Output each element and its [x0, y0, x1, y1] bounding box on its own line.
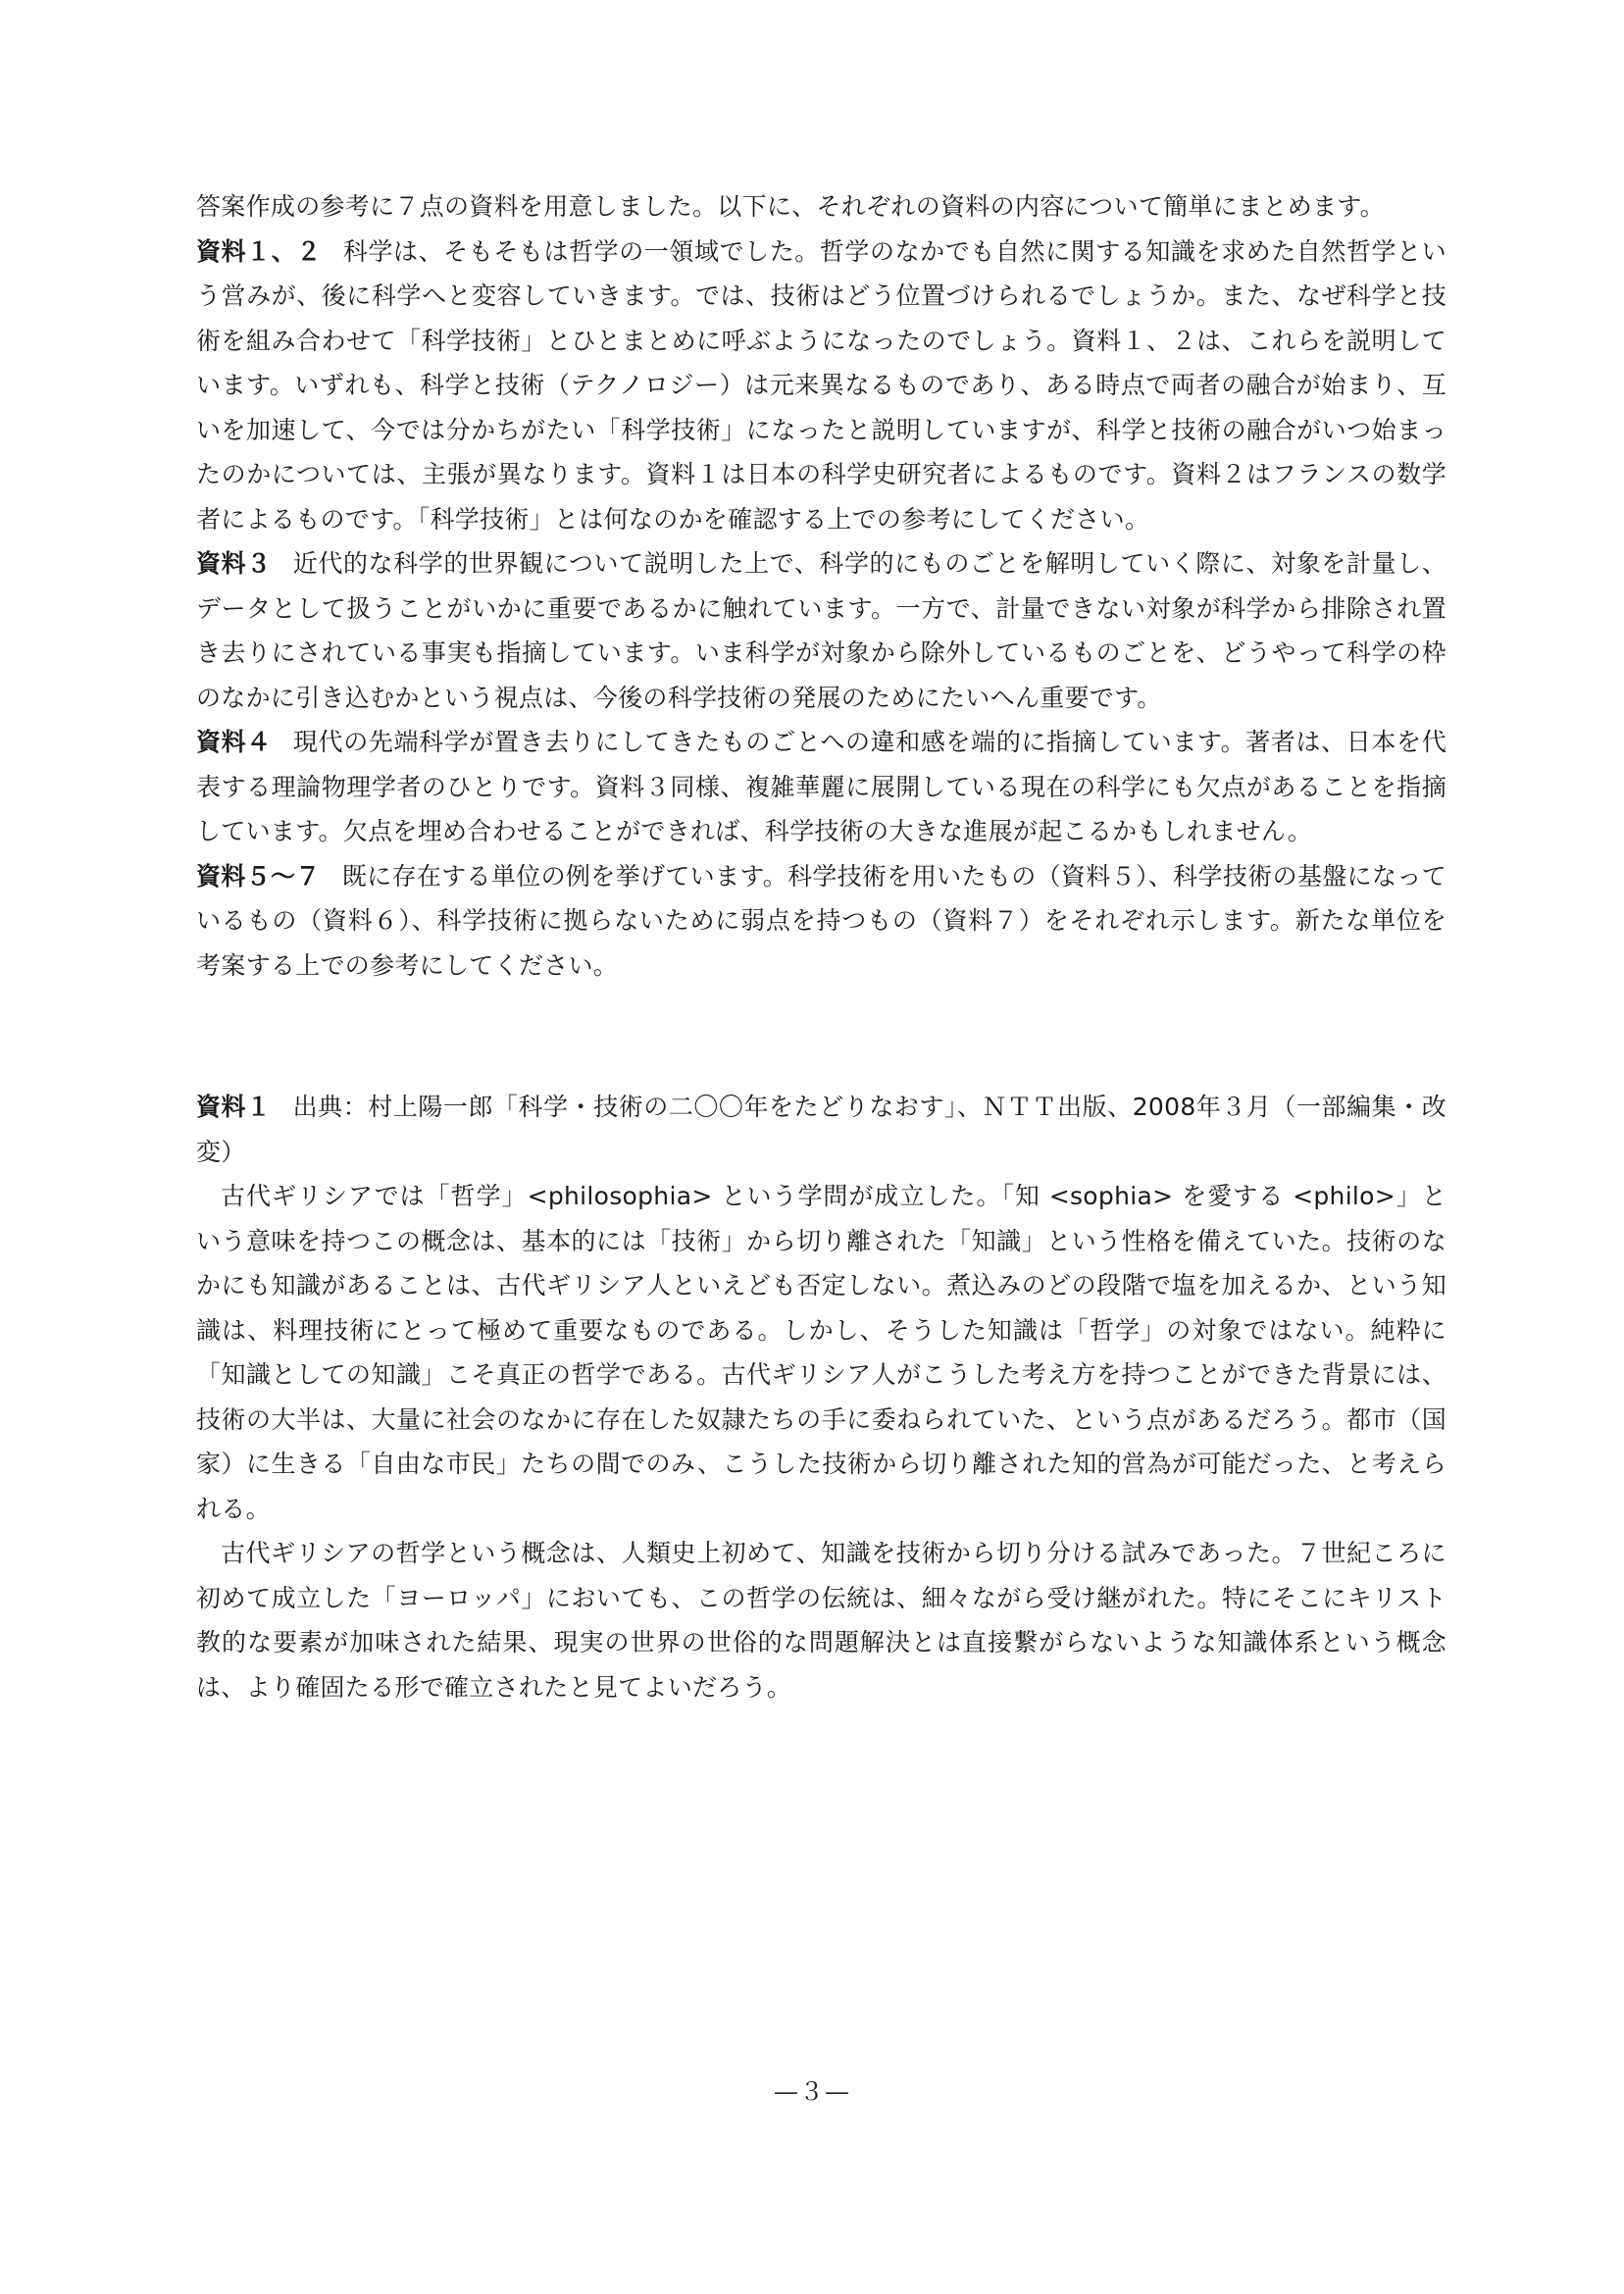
page-number: —３—: [773, 2077, 850, 2106]
summary-material-4: [196, 720, 1446, 854]
intro-paragraph: 答案作成の参考に７点の資料を用意しました。以下に、それぞれの資料の内容について簡単にまとめます。: [196, 192, 1385, 221]
material-1-paragraph: 古代ギリシアでは「哲学」<philosophia> という学問が成立した。「知 <sophia> を愛する <philo>」という意味を持つこの概念は、基本的には「技術」から切り離された「知識」という性格を備えていた。技術のなかにも知識があることは、古代ギリシア人といえども否定しない。煮込みのどの段階で塩を加えるか、という知識は、料理技術にとって極めて重要なものである。しかし、そうした知識は「哲学」の対象ではない。純粋に「知識としての知識」こそ真正の哲学である。古代ギリシア人がこうした考え方を持つことができた背景には、技術の大半は、大量に社会のなかに存在した奴隷たちの手に委ねられていた、という点があるだろう。都市（国家）に生きる「自由な市民」たちの間でのみ、こうした技術から切り離された知的営為が可能だった、と考えられる。: [196, 1182, 1446, 1523]
material-1-heading: [196, 1085, 1446, 1174]
summary-text: 科学は、そもそもは哲学の一領域でした。哲学のなかでも自然に関する知識を求めた自然哲学という営みが、後に科学へと変容していきます。では、技術はどう位置づけられるでしょうか。また、なぜ科学と技術を組み合わせて「科学技術」とひとまとめに呼ぶようになったのでしょう。資料１、２は、これらを説明しています。いずれも、科学と技術（テクノロジー）は元来異なるものであり、ある時点で両者の融合が始まり、互いを加速して、今では分かちがたい「科学技術」になったと説明していますが、科学と技術の融合がいつ始まったのかについては、主張が異なります。資料１は日本の科学史研究者によるものです。資料２はフランスの数学者によるものです。「科学技術」とは何なのかを確認する上での参考にしてください。: [196, 236, 1446, 534]
summary-label: 資料１、２: [196, 236, 322, 266]
summary-material-1-2: [196, 229, 1446, 542]
summary-label: 資料３: [196, 549, 272, 578]
summary-material-5-7: [196, 854, 1446, 989]
summary-label: 資料４: [196, 728, 272, 756]
page-content: [196, 184, 1446, 1709]
summary-text: 既に存在する単位の例を挙げています。科学技術を用いたもの（資料５）、科学技術の基盤になっているもの（資料６）、科学技術に拠らないために弱点を持つもの（資料７）をそれぞれ示します。新たな単位を考案する上での参考にしてください。: [196, 861, 1446, 980]
section-spacer: [196, 988, 1446, 1085]
summary-text: 近代的な科学的世界観について説明した上で、科学的にものごとを解明していく際に、対象を計量し、データとして扱うことがいかに重要であるかに触れています。一方で、計量できない対象が科学から排除され置き去りにされている事実も指摘しています。いま科学が対象から除外しているものごとを、どうやって科学の枠のなかに引き込むかという視点は、今後の科学技術の発展のためにたいへん重要です。: [196, 549, 1446, 712]
material-1-source: 出典：村上陽一郎「科学・技術の二〇〇年をたどりなおす」、ＮＴＴ出版、2008年３月（一部編集・改変）: [196, 1093, 1446, 1166]
material-1-label: 資料１: [196, 1093, 272, 1121]
summary-text: 現代の先端科学が置き去りにしてきたものごとへの違和感を端的に指摘しています。著者は、日本を代表する理論物理学者のひとりです。資料３同様、複雑華麗に展開している現在の科学にも欠点があることを指摘しています。欠点を埋め合わせることができれば、科学技術の大きな進展が起こるかもしれません。: [196, 728, 1446, 845]
summary-label: 資料５～７: [196, 861, 321, 891]
summary-material-3: [196, 541, 1446, 720]
material-1-paragraph: 古代ギリシアの哲学という概念は、人類史上初めて、知識を技術から切り分ける試みであった。７世紀ころに初めて成立した「ヨーロッパ」においても、この哲学の伝統は、細々ながら受け継がれた。特にそこにキリスト教的な要素が加味された結果、現実の世界の世俗的な問題解決とは直接繋がらないような知識体系という概念は、より確固たる形で確立されたと見てよいだろう。: [196, 1539, 1446, 1702]
